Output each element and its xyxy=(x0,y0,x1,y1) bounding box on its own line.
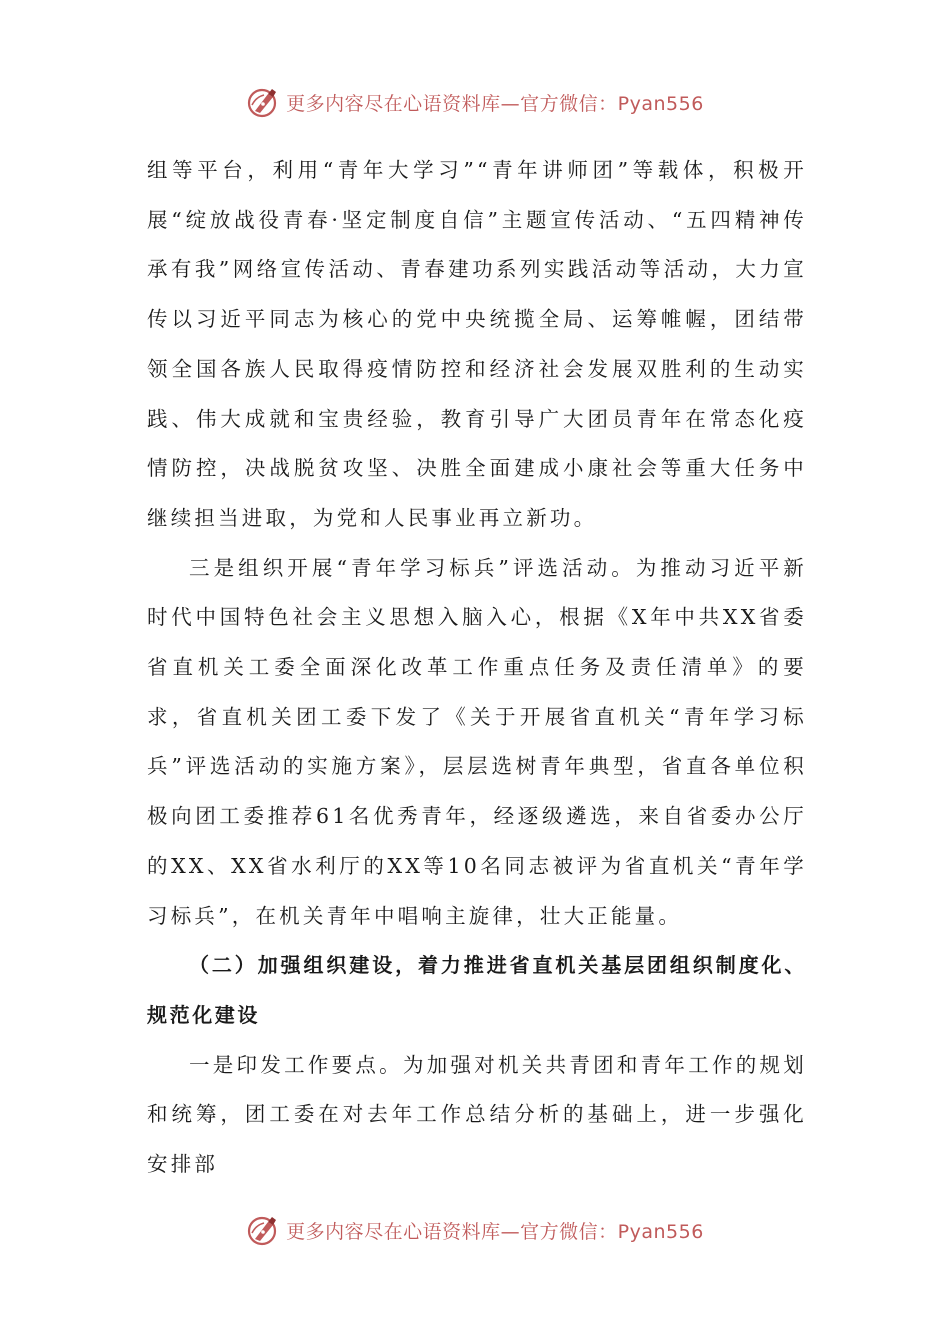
body-paragraph-1: 组等平台，利用“青年大学习”“青年讲师团”等载体，积极开展“绽放战役青春·坚定制度自信”主题宣传活动、“五四精神传承有我”网络宣传活动、青春建功系列实践活动等活动，大力宣传以习近平同志为核心的党中央统揽全局、运筹帷幄，团结带领全国各族人民取得疫情防控和经济社会发展双胜利的生动实践、伟大成就和宝贵经验，教育引导广大团员青年在常态化疫情防控，决战脱贫攻坚、决胜全面建成小康社会等重大任务中继续担当进取，为党和人民事业再立新功。 xyxy=(147,158,807,530)
pen-nib-logo-icon xyxy=(246,1213,280,1247)
section-heading: （二）加强组织建设，着力推进省直机关基层团组织制度化、规范化建设 xyxy=(147,953,807,1027)
document-body xyxy=(147,146,807,1190)
body-paragraph-2: 三是组织开展“青年学习标兵”评选活动。为推动习近平新时代中国特色社会主义思想入脑入心，根据《X年中共XX省委省直机关工委全面深化改革工作重点任务及责任清单》的要求，省直机关团工委下发了《关于开展省直机关“青年学习标兵”评选活动的实施方案》，层层选树青年典型，省直各单位积极向团工委推荐61名优秀青年，经逐级遴选，来自省委办公厅的XX、XX省水利厅的XX等10名同志被评为省直机关“青年学习标兵”，在机关青年中唱响主旋律，壮大正能量。 xyxy=(147,555,807,928)
pen-nib-logo-icon xyxy=(246,85,280,119)
body-paragraph-3: 一是印发工作要点。为加强对机关共青团和青年工作的规划和统筹，团工委在对去年工作总结分析的基础上，进一步强化安排部 xyxy=(147,1052,807,1177)
footer-banner xyxy=(0,1210,950,1250)
header-banner xyxy=(0,82,950,122)
header-banner-text: 更多内容尽在心语资料库—官方微信：Pyan556 xyxy=(286,92,704,115)
footer-banner-text: 更多内容尽在心语资料库—官方微信：Pyan556 xyxy=(286,1220,704,1243)
